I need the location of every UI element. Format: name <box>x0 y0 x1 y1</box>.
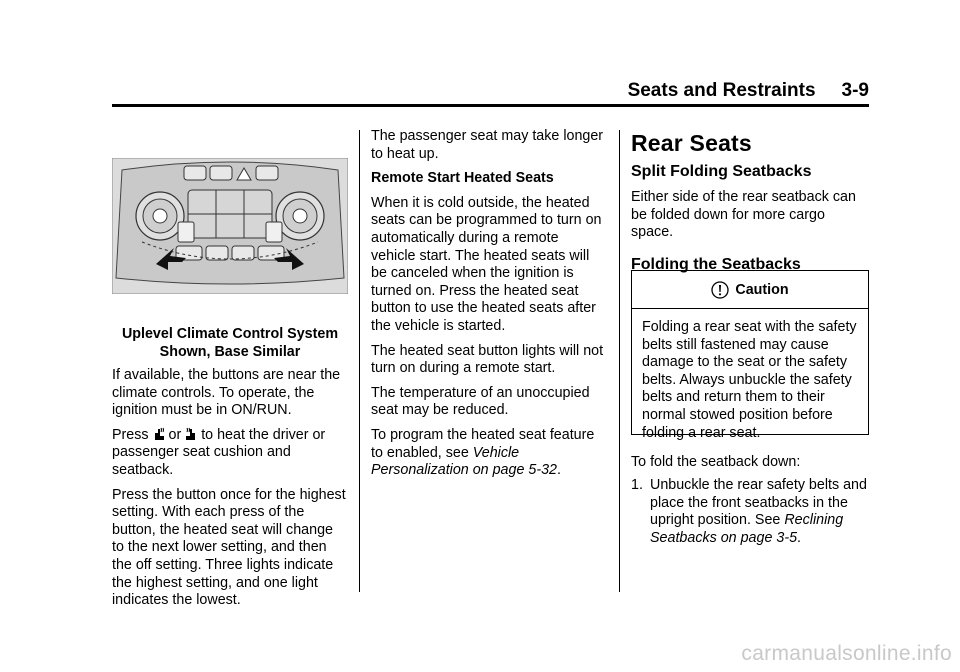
driver-heated-seat-icon <box>153 427 165 441</box>
paragraph: Press the button once for the highest setting. With each press of the button, the heated seat will change to the next lower setting, and then the off setting. Three lights indicate the highest setting, and one light indicates the lowest. <box>112 486 346 609</box>
paragraph: If available, the buttons are near the climate controls. To operate, the ignition must be in ON/RUN. <box>112 367 341 419</box>
cross-reference-link[interactable]: Vehicle Personalization on page 5-32 <box>371 444 557 479</box>
watermark: carmanualsonline.info <box>741 642 952 665</box>
column-3-bottom <box>631 454 869 472</box>
caution-text: Folding a rear seat with the safety belts still fastened may cause damage to the seat or the safety belts. Always unbuckle the safety belts and return them to their normal stowed position before folding a rear seat. <box>642 319 857 441</box>
subheading-remote-start: Remote Start Heated Seats <box>371 170 554 187</box>
header-title: Seats and Restraints <box>627 80 816 101</box>
paragraph: The temperature of an unoccupied seat may be reduced. <box>371 384 590 419</box>
caution-box <box>631 270 869 441</box>
column-1-text <box>112 367 348 610</box>
climate-control-icon <box>112 158 348 294</box>
climate-control-illustration <box>112 158 348 294</box>
cross-reference-link[interactable]: Reclining Seatbacks on page 3-5 <box>650 512 844 546</box>
paragraph: The heated seat button lights will not turn on during a remote start. <box>371 342 604 377</box>
subheading-split-folding: Split Folding Seatbacks <box>631 163 812 180</box>
subheading-folding: Folding the Seatbacks <box>631 255 801 273</box>
list-item: Unbuckle the rear safety belts and place the front seatbacks in the upright position. See Reclining Seatbacks on page 3-5. <box>650 477 867 546</box>
caution-warning-icon <box>711 281 729 299</box>
caution-title: Caution <box>735 281 789 298</box>
paragraph-reference: To program the heated seat feature to enabled, see Vehicle Personalization on page 5-32. <box>371 426 595 479</box>
page-number: 3-9 <box>841 80 869 101</box>
section-title: Rear Seats <box>631 130 752 156</box>
list-number: 1. <box>631 477 643 493</box>
page-header <box>112 80 869 106</box>
column-2-text <box>371 128 607 480</box>
paragraph: Either side of the rear seatback can be folded down for more cargo space. <box>631 189 856 241</box>
passenger-heated-seat-icon <box>185 427 197 441</box>
paragraph: passenger seat cushion and seatback. <box>112 444 291 478</box>
column-divider-2 <box>619 130 620 592</box>
column-divider-1 <box>359 130 360 592</box>
header-rule <box>112 104 869 107</box>
paragraph-press: Press or to heat the driver or <box>112 426 326 443</box>
paragraph: When it is cold outside, the heated seats can be programmed to turn on automatically during a remote vehicle start. The heated seats will be canceled when the ignition is turned on. Press the heated seat button to use the heated seats after the vehicle is started. <box>371 194 602 334</box>
paragraph: The passenger seat may take longer to heat up. <box>371 128 604 162</box>
paragraph: To fold the seatback down: <box>631 454 801 470</box>
figure-caption: Uplevel Climate Control System Shown, Base Similar <box>121 326 339 360</box>
column-3-top <box>631 163 869 274</box>
